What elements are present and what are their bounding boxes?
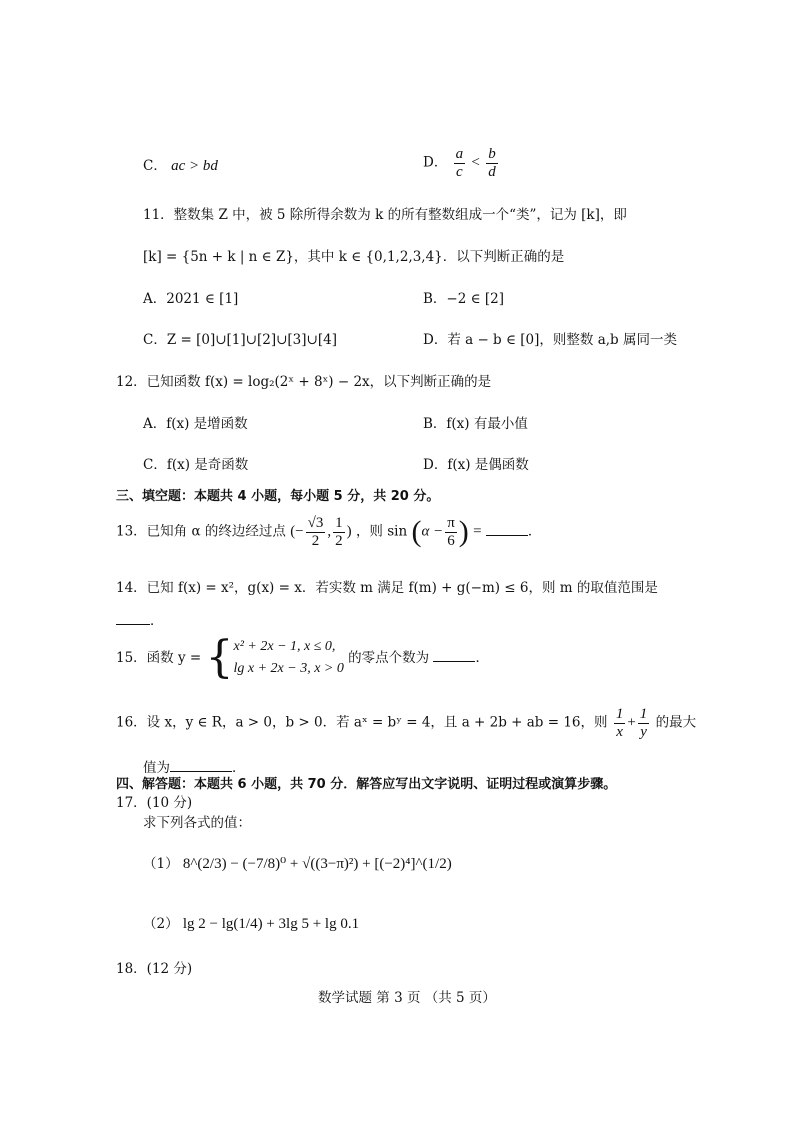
q17-head: 17．(10 分) (116, 795, 193, 811)
section3-heading: 三、填空题：本题共 4 小题，每小题 5 分，共 20 分。 (116, 489, 440, 504)
q13-pre: 13．已知角 α 的终边经过点 (116, 523, 286, 540)
q16-n2: 1 (639, 706, 648, 722)
section4-heading: 四、解答题：本题共 6 小题，共 70 分．解答应写出文字说明、证明过程或演算步骤。 (116, 777, 617, 792)
q16-n1: 1 (615, 706, 624, 722)
q13-n1: √3 (307, 515, 324, 531)
q16-d1: x (616, 723, 623, 740)
q16-frac1 (614, 706, 626, 740)
q12-option-d: D．f(x) 是偶函数 (423, 457, 529, 473)
q17-intro: 求下列各式的值： (143, 815, 251, 831)
q10-d-den2: d (488, 163, 496, 180)
q15-case1: x² + 2x − 1, x ≤ 0, (233, 639, 336, 654)
page-footer: 数学试题 第 3 页 （共 5 页） (318, 990, 496, 1006)
q10-c-math: ac > bd (171, 158, 218, 174)
q13-alpha: α − (421, 523, 444, 540)
q13-n2: 1 (335, 515, 343, 531)
q16-answer-blank[interactable] (170, 757, 232, 772)
q15-case2: lg x + 2x − 3, x > 0 (233, 661, 344, 677)
q10-d-frac1 (454, 146, 466, 180)
q15-brace: { (205, 632, 234, 684)
q13-paren-open: ( (411, 515, 422, 548)
q11-option-b: B．−2 ∈ [2] (423, 291, 505, 307)
q17-p1-label: （1） (143, 856, 179, 872)
q12-option-a: A．f(x) 是增函数 (143, 416, 248, 432)
q15-cases (234, 636, 344, 681)
q10-option-d (423, 146, 500, 180)
q13-frac1 (306, 515, 326, 549)
q15 (116, 632, 489, 684)
q16-d2: y (640, 723, 647, 740)
q10-d-num2: b (488, 146, 496, 162)
q13 (116, 514, 541, 550)
q16-plus: + (627, 714, 636, 731)
q13-comma: , (327, 523, 332, 540)
q10-d-frac2 (486, 146, 498, 180)
q16-line2 (143, 757, 246, 776)
q13-mid: ，则 sin (355, 523, 408, 540)
q16-end: ． (232, 760, 246, 776)
q13-frac2 (333, 515, 345, 549)
q16-tail: 的最大 (655, 714, 697, 731)
q15-answer-blank[interactable] (433, 647, 475, 662)
q11-option-d: D．若 a − b ∈ [0]，则整数 a,b 属同一类 (423, 332, 677, 348)
q11-option-c: C．Z = [0]∪[1]∪[2]∪[3]∪[4] (143, 332, 337, 348)
q16-frac2 (638, 706, 650, 740)
q17-p2-label: （2） (143, 916, 179, 932)
q13-d1: 2 (311, 532, 320, 549)
q14-end: ． (150, 613, 164, 629)
q10-d-label: D． (423, 154, 448, 171)
q17-p1-expr: 8^(2/3) − (−7/8)⁰ + √((3−π)²) + [(−2)⁴]^(1/2) (182, 856, 452, 872)
q12-stem: 12．已知函数 f(x) = log₂(2ˣ + 8ˣ) − 2x，以下判断正确的是 (116, 374, 492, 390)
q11-line2: [k] = {5n + k | n ∈ Z}，其中 k ∈ {0,1,2,3,4}．以下判断正确的是 (143, 249, 565, 265)
q16-text: 16．设 x，y ∈ R，a > 0，b > 0．若 aˣ = bʸ = 4，且 a + 2b + ab = 16，则 (116, 714, 608, 731)
q18-head: 18．(12 分) (116, 961, 193, 977)
q16-line2-text: 值为 (143, 760, 170, 776)
q13-d2: 2 (335, 532, 343, 549)
q17-p2-expr: lg 2 − lg(1/4) + 3lg 5 + lg 0.1 (182, 916, 360, 932)
q10-option-c (143, 157, 218, 175)
q12-option-b: B．f(x) 有最小值 (423, 416, 528, 432)
q13-frac3 (445, 515, 457, 549)
q13-answer-blank[interactable] (486, 521, 528, 536)
q10-c-label: C． (143, 158, 167, 174)
q11-line1: 11．整数集 Z 中，被 5 除所得余数为 k 的所有整数组成一个“类”，记为 [k]，即 (143, 207, 627, 223)
q10-d-op: < (471, 154, 480, 171)
q14-answer-blank[interactable] (116, 610, 150, 625)
q13-paren-close: ) (458, 515, 469, 548)
q14-line1: 14．已知 f(x) = x²，g(x) = x．若实数 m 满足 f(m) + g(−m) ≤ 6，则 m 的取值范围是 (116, 580, 658, 596)
q10-d-den1: c (456, 163, 463, 180)
q15-pre: 15．函数 y = (116, 649, 202, 666)
q11-option-a: A．2021 ∈ [1] (143, 291, 239, 307)
q13-n3: π (447, 515, 455, 531)
q15-post: 的零点个数为 (348, 649, 430, 666)
q17-part1 (143, 855, 452, 873)
q17-part2 (143, 915, 359, 933)
q12-option-c: C．f(x) 是奇函数 (143, 457, 249, 473)
q13-end: ． (527, 523, 542, 540)
q14-line2 (116, 610, 164, 629)
q13-d3: 6 (447, 532, 455, 549)
q13-pt-close: ) (346, 523, 352, 540)
q13-eq: = (473, 523, 482, 540)
q13-pt-open: (− (290, 523, 304, 540)
q15-end: ． (475, 649, 489, 666)
q10-d-num1: a (455, 146, 464, 162)
q16-line1 (116, 706, 696, 740)
